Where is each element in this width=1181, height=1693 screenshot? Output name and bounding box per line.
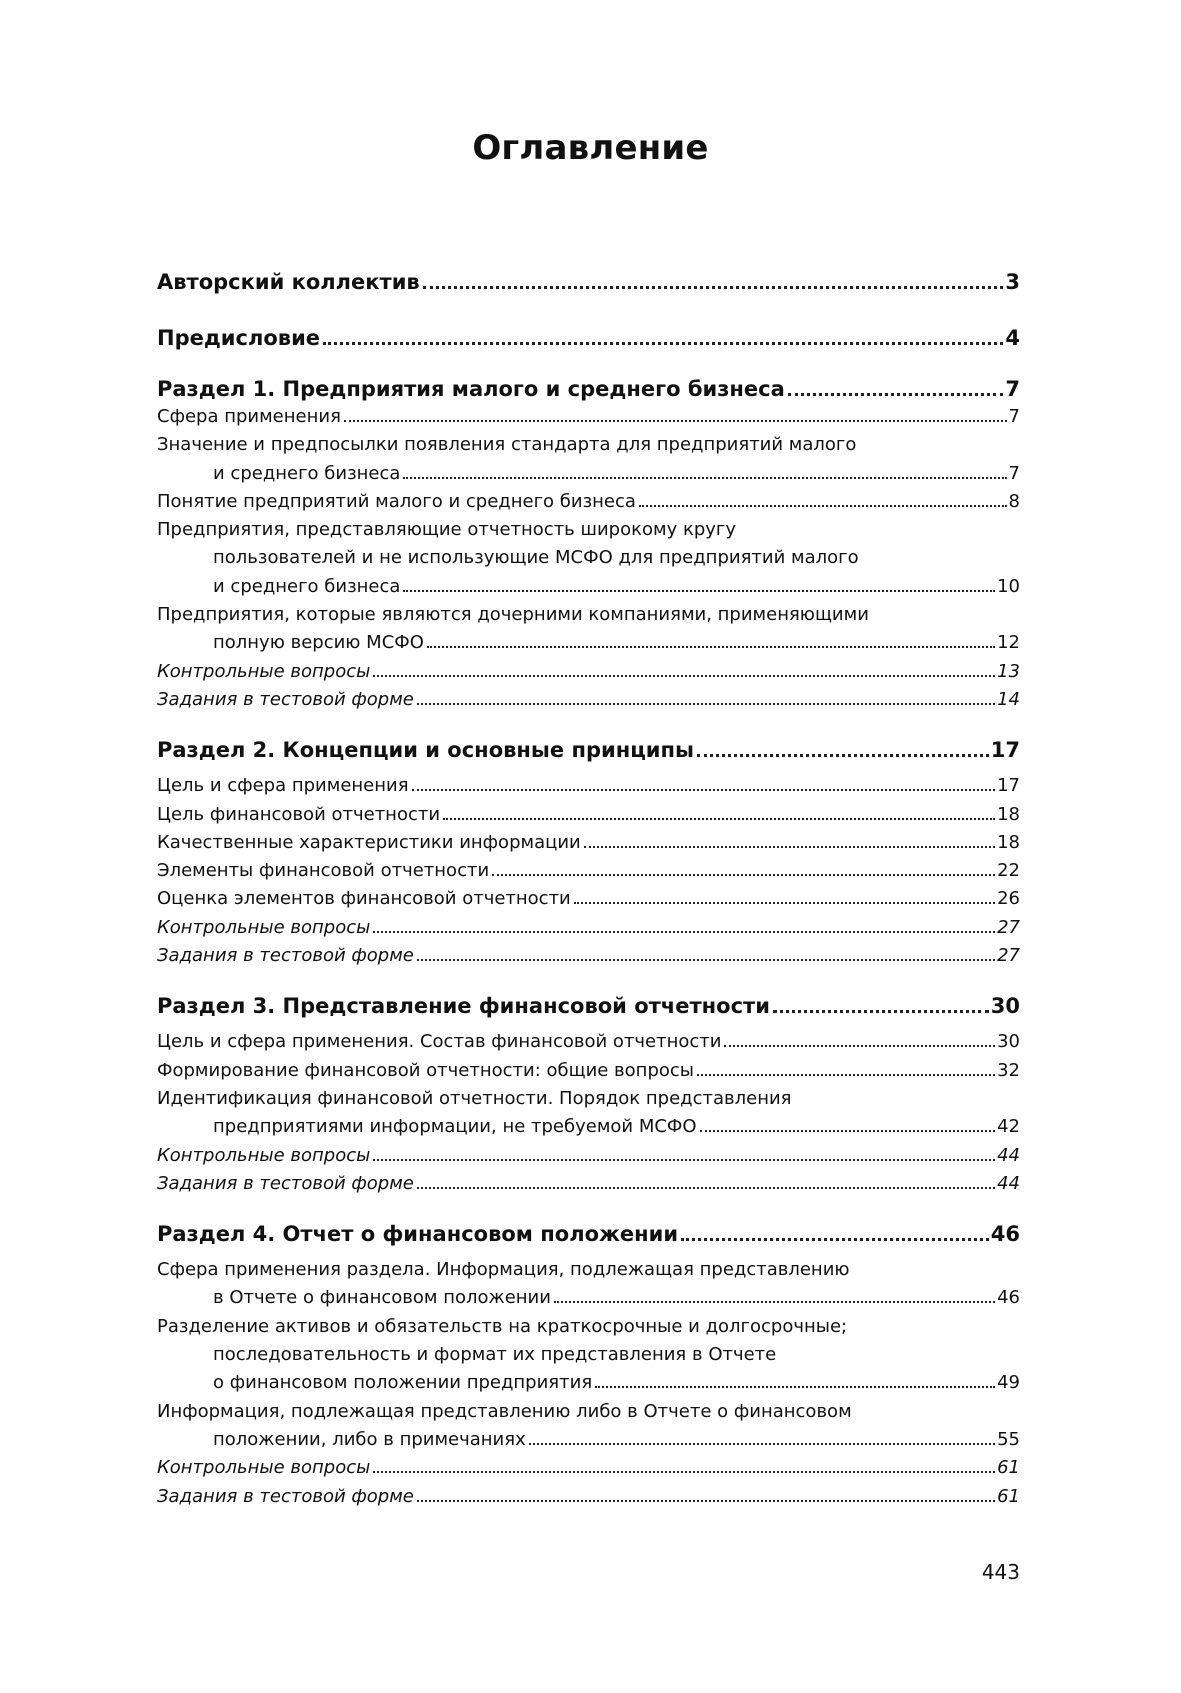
toc-entry-title: Элементы финансовой отчетности: [157, 860, 490, 882]
table-of-contents: [157, 268, 1020, 1511]
toc-section-entry: [157, 1313, 1020, 1398]
toc-page-number: 32: [997, 1059, 1020, 1081]
toc-entry-line: [157, 829, 1020, 857]
toc-page-number: 27: [997, 916, 1020, 938]
toc-entry-line: [157, 992, 1020, 1020]
dot-leader: [417, 703, 995, 705]
toc-entry-title: и среднего бизнеса: [213, 462, 401, 484]
toc-section-entry: [157, 1028, 1020, 1056]
toc-entry-line: [157, 460, 1020, 488]
toc-page-number: 18: [997, 831, 1020, 853]
toc-chapter-entry: [157, 1220, 1020, 1248]
toc-section-entry: [157, 488, 1020, 516]
toc-page-number: 10: [997, 575, 1020, 597]
dot-leader: [373, 1471, 995, 1473]
toc-entry-title: Сфера применения: [157, 406, 341, 427]
toc-page-number: 55: [997, 1428, 1020, 1450]
dot-leader: [344, 420, 1007, 422]
toc-entry-title: Предисловие: [157, 326, 321, 350]
toc-entry-line: [157, 544, 1020, 572]
toc-page-number: 8: [1008, 490, 1020, 512]
toc-section-entry: [157, 1398, 1020, 1455]
dot-leader: [417, 1500, 995, 1502]
toc-entry-line: [157, 686, 1020, 714]
dot-leader: [554, 1301, 995, 1303]
toc-section-entry: [157, 431, 1020, 488]
dot-leader: [403, 590, 995, 592]
toc-entry-line: [157, 601, 1020, 629]
toc-entry-line: [157, 573, 1020, 601]
toc-chapter-entry: [157, 736, 1020, 764]
toc-entry-title: Цель и сфера применения: [157, 775, 409, 797]
toc-entry-line: [157, 629, 1020, 657]
toc-entry-title: Раздел 2. Концепции и основные принципы: [157, 738, 695, 763]
toc-entry-line: [157, 516, 1020, 544]
toc-entry-title: Предприятия, представляющие отчетность широкому кругу: [157, 519, 737, 541]
toc-chapter-entry: [157, 324, 1020, 352]
toc-page-number: 30: [997, 1031, 1020, 1053]
toc-page-number: 22: [997, 860, 1020, 882]
toc-page-number: 49: [997, 1372, 1020, 1394]
toc-entry-line: [157, 1028, 1020, 1056]
toc-entry-title: Контрольные вопросы: [157, 1144, 371, 1166]
dot-leader: [492, 874, 995, 876]
dot-leader: [373, 1159, 995, 1161]
toc-entry-line: [157, 942, 1020, 970]
toc-entry-line: [157, 736, 1020, 764]
page-number: 443: [981, 1560, 1020, 1584]
toc-section-entry: [157, 516, 1020, 601]
toc-entry-line: [157, 268, 1020, 296]
toc-page-number: 61: [997, 1457, 1020, 1479]
toc-page-number: 27: [997, 945, 1020, 967]
toc-entry-line: [157, 1142, 1020, 1170]
toc-entry-title: Оценка элементов финансовой отчетности: [157, 888, 571, 910]
toc-entry-line: [157, 1057, 1020, 1085]
toc-entry-line: [157, 772, 1020, 800]
dot-leader: [574, 902, 995, 904]
toc-page-number: 26: [997, 888, 1020, 910]
toc-entry-line: [157, 857, 1020, 885]
toc-entry-line: [157, 1284, 1020, 1312]
toc-entry-title: Цель и сфера применения. Состав финансовой отчетности: [157, 1031, 722, 1053]
toc-chapter-entry: [157, 268, 1020, 296]
toc-entry-title: Предприятия, которые являются дочерними компаниями, применяющими: [157, 604, 869, 626]
toc-entry-line: [157, 1256, 1020, 1284]
toc-entry-line: [157, 658, 1020, 686]
dot-leader: [681, 1238, 989, 1241]
toc-entry-title: Понятие предприятий малого и среднего бизнеса: [157, 490, 636, 512]
toc-section-entry: [157, 601, 1020, 658]
toc-section-entry: [157, 1454, 1020, 1482]
toc-page-number: 46: [997, 1287, 1020, 1309]
toc-entry-line: [157, 1426, 1020, 1454]
toc-entry-title: Раздел 1. Предприятия малого и среднего бизнеса: [157, 377, 785, 401]
toc-entry-line: [157, 1454, 1020, 1482]
dot-leader: [724, 1045, 995, 1047]
toc-entry-title: Идентификация финансовой отчетности. Порядок представления: [157, 1087, 792, 1109]
toc-section-entry: [157, 772, 1020, 800]
toc-entry-title: Задания в тестовой форме: [157, 1485, 414, 1507]
toc-entry-line: [157, 1341, 1020, 1369]
dot-leader: [417, 959, 995, 961]
dot-leader: [773, 1010, 989, 1013]
toc-entry-line: [157, 885, 1020, 913]
toc-section-entry: [157, 942, 1020, 970]
toc-entry-line: [157, 914, 1020, 942]
toc-page-number: 3: [1005, 270, 1020, 294]
toc-entry-line: [157, 1170, 1020, 1198]
toc-entry-line: [157, 324, 1020, 352]
toc-entry-title: положении, либо в примечаниях: [213, 1428, 526, 1450]
toc-entry-title: Контрольные вопросы: [157, 916, 371, 938]
toc-entry-line: [157, 1483, 1020, 1511]
dot-leader: [412, 789, 996, 791]
toc-page-number: 18: [997, 803, 1020, 825]
toc-entry-line: [157, 1113, 1020, 1141]
toc-entry-line: [157, 801, 1020, 829]
toc-entry-title: и среднего бизнеса: [213, 575, 401, 597]
toc-entry-title: Раздел 3. Представление финансовой отчетности: [157, 994, 770, 1019]
toc-entry-title: Авторский коллектив: [157, 270, 420, 294]
toc-entry-line: [157, 403, 1020, 431]
toc-section-entry: [157, 801, 1020, 829]
toc-page-number: 46: [990, 1222, 1020, 1247]
dot-leader: [443, 818, 995, 820]
toc-entry-line: [157, 1220, 1020, 1248]
toc-entry-line: [157, 1398, 1020, 1426]
dot-leader: [373, 675, 995, 677]
toc-entry-title: Раздел 4. Отчет о финансовом положении: [157, 1222, 679, 1247]
toc-entry-title: Контрольные вопросы: [157, 660, 371, 682]
toc-section-entry: [157, 1256, 1020, 1313]
toc-entry-title: Разделение активов и обязательств на краткосрочные и долгосрочные;: [157, 1315, 848, 1337]
toc-section-entry: [157, 1085, 1020, 1142]
toc-chapter-entry: [157, 992, 1020, 1020]
toc-entry-line: [157, 431, 1020, 459]
toc-entry-title: Информация, подлежащая представлению либо в Отчете о финансовом: [157, 1400, 852, 1422]
page-title: Оглавление: [472, 128, 709, 168]
dot-leader: [697, 754, 989, 757]
toc-section-entry: [157, 1142, 1020, 1170]
toc-entry-title: предприятиями информации, не требуемой МСФО: [213, 1116, 697, 1138]
toc-entry-line: [157, 488, 1020, 516]
toc-page-number: 42: [997, 1116, 1020, 1138]
toc-entry-title: пользователей и не использующие МСФО для предприятий малого: [213, 547, 859, 569]
toc-page-number: 44: [997, 1144, 1020, 1166]
dot-leader: [697, 1074, 995, 1076]
toc-entry-line: [157, 375, 1020, 403]
toc-chapter-entry: [157, 375, 1020, 403]
dot-leader: [639, 505, 1007, 507]
toc-entry-title: в Отчете о финансовом положении: [213, 1287, 551, 1309]
toc-page-number: 7: [1005, 377, 1020, 401]
toc-entry-title: полную версию МСФО: [213, 632, 424, 654]
toc-entry-title: Контрольные вопросы: [157, 1457, 371, 1479]
toc-page-number: 13: [997, 660, 1020, 682]
toc-section-entry: [157, 1057, 1020, 1085]
toc-entry-title: Задания в тестовой форме: [157, 1172, 414, 1194]
dot-leader: [595, 1386, 995, 1388]
toc-entry-line: [157, 1369, 1020, 1397]
toc-section-entry: [157, 885, 1020, 913]
toc-section-entry: [157, 403, 1020, 431]
dot-leader: [529, 1443, 995, 1445]
dot-leader: [700, 1130, 996, 1132]
toc-page-number: 61: [997, 1485, 1020, 1507]
dot-leader: [403, 477, 1006, 479]
toc-entry-title: Сфера применения раздела. Информация, подлежащая представлению: [157, 1259, 850, 1281]
toc-entry-title: Значение и предпосылки появления стандарта для предприятий малого: [157, 434, 857, 456]
toc-page-number: 14: [997, 688, 1020, 710]
dot-leader: [373, 931, 995, 933]
toc-page-number: 30: [990, 994, 1020, 1019]
dot-leader: [788, 393, 1004, 396]
dot-leader: [417, 1187, 995, 1189]
dot-leader: [584, 846, 995, 848]
toc-page-number: 7: [1008, 462, 1020, 484]
toc-entry-line: [157, 1313, 1020, 1341]
toc-entry-title: последовательность и формат их представления в Отчете: [213, 1344, 777, 1366]
toc-entry-title: о финансовом положении предприятия: [213, 1372, 593, 1394]
toc-section-entry: [157, 829, 1020, 857]
toc-section-entry: [157, 857, 1020, 885]
toc-section-entry: [157, 658, 1020, 686]
toc-entry-title: Формирование финансовой отчетности: общие вопросы: [157, 1059, 694, 1081]
toc-page-number: 12: [997, 632, 1020, 654]
toc-entry-title: Качественные характеристики информации: [157, 831, 581, 853]
toc-page-number: 17: [997, 775, 1020, 797]
toc-page-number: 44: [997, 1172, 1020, 1194]
toc-section-entry: [157, 1483, 1020, 1511]
toc-entry-line: [157, 1085, 1020, 1113]
toc-entry-title: Цель финансовой отчетности: [157, 803, 441, 825]
dot-leader: [423, 286, 1004, 289]
toc-section-entry: [157, 914, 1020, 942]
toc-entry-title: Задания в тестовой форме: [157, 688, 414, 710]
toc-page-number: 7: [1008, 406, 1020, 427]
toc-page-number: 4: [1005, 326, 1020, 350]
toc-section-entry: [157, 1170, 1020, 1198]
toc-section-entry: [157, 686, 1020, 714]
toc-entry-title: Задания в тестовой форме: [157, 945, 414, 967]
dot-leader: [323, 342, 1003, 345]
dot-leader: [427, 646, 995, 648]
toc-page-number: 17: [990, 738, 1020, 763]
